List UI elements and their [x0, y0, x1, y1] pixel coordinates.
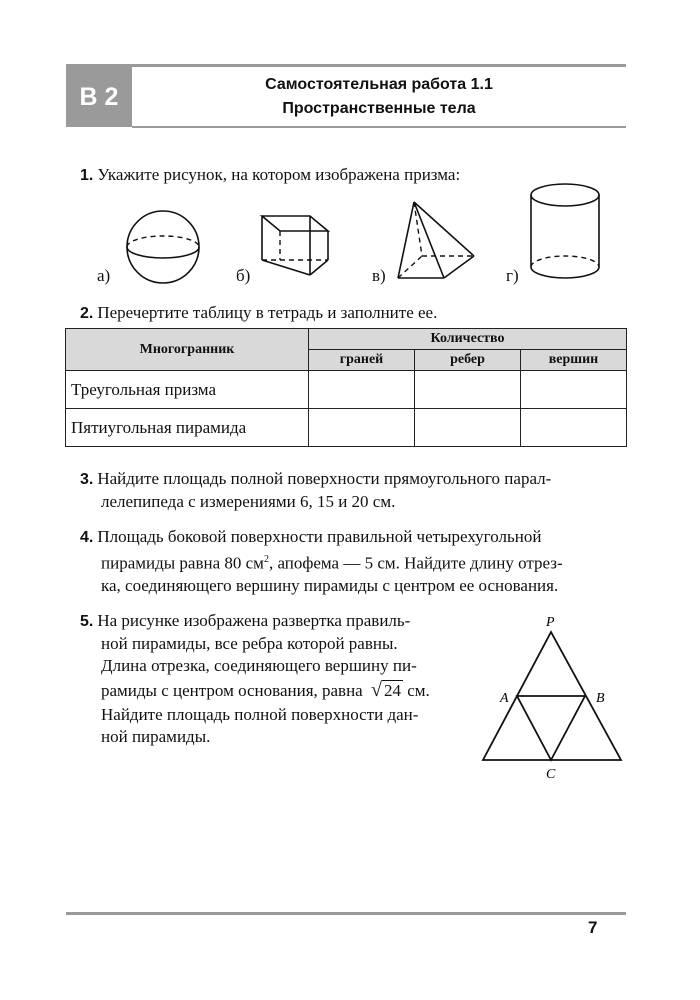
row-name: Треугольная призма	[66, 371, 309, 409]
sqrt-radicand: 24	[383, 681, 401, 700]
header-faces: граней	[309, 350, 415, 371]
polyhedron-table	[65, 328, 627, 447]
task-4-line-1: Площадь боковой поверхности правильной четырехугольной	[97, 527, 542, 546]
task-5-line-4a: рамиды с центром основания, равна	[101, 681, 363, 700]
table-cell	[521, 409, 627, 447]
table-row	[66, 409, 627, 447]
table-row	[66, 371, 627, 409]
pyramid-net-figure	[476, 610, 636, 795]
cylinder-figure	[528, 182, 604, 282]
header-title	[132, 67, 626, 127]
option-c-label: в)	[372, 266, 386, 285]
task-2	[80, 302, 628, 325]
task-5-line-5: Найдите площадь полной поверхности дан-	[101, 705, 419, 724]
row-name: Пятиугольная пирамида	[66, 409, 309, 447]
task-3-number: 3.	[80, 471, 94, 488]
header-quantity: Количество	[309, 329, 627, 350]
footer-rule	[66, 912, 626, 915]
sphere-figure	[120, 212, 210, 282]
task-3	[80, 468, 628, 513]
task-1-number: 1.	[80, 167, 94, 184]
page-number: 7	[588, 918, 598, 937]
task-5-line-4b: см.	[407, 681, 430, 700]
task-3-line-1: Найдите площадь полной поверхности прямоугольного парал-	[97, 469, 552, 488]
vertex-p-label: P	[546, 615, 555, 630]
task-4	[80, 526, 628, 597]
prism-figure	[258, 212, 338, 282]
option-d-label: г)	[506, 266, 519, 285]
task-5-line-1: На рисунке изображена развертка правиль-	[97, 611, 411, 630]
option-a-label: а)	[97, 266, 111, 285]
task-5-line-6: ной пирамиды.	[101, 727, 211, 746]
sqrt-expression: √ 24	[370, 679, 401, 701]
task-5-line-2: ной пирамиды, все ребра которой равны.	[101, 634, 398, 653]
table-cell	[309, 409, 415, 447]
vertex-c-label: C	[546, 767, 556, 782]
table-cell	[309, 371, 415, 409]
task-5	[80, 610, 472, 748]
variant-badge: В 2	[66, 67, 132, 127]
task-4-line-2a: пирамиды равна 80 см	[101, 553, 264, 573]
task-4-superscript: 2	[263, 554, 269, 565]
work-title: Самостоятельная работа 1.1	[265, 76, 493, 93]
vertex-a-label: A	[500, 691, 509, 706]
task-2-number: 2.	[80, 305, 94, 322]
task-2-text: Перечертите таблицу в тетрадь и заполните ее.	[97, 303, 438, 322]
task-3-line-2: лелепипеда с измерениями 6, 15 и 20 см.	[101, 492, 396, 511]
task-4-line-2b: , апофема — 5 см. Найдите длину отрез-	[268, 553, 563, 573]
header-vertices: вершин	[521, 350, 627, 371]
header-edges: ребер	[415, 350, 521, 371]
header-polyhedron: Многогранник	[66, 329, 309, 371]
pyramid-figure	[392, 198, 482, 283]
vertex-b-label: B	[596, 691, 605, 706]
header-underline	[132, 126, 626, 128]
task-5-number: 5.	[80, 613, 94, 630]
option-b-label: б)	[236, 266, 251, 285]
task-5-line-3: Длина отрезка, соединяющего вершину пи-	[101, 656, 417, 675]
topic-title: Пространственные тела	[282, 100, 476, 117]
table-cell	[415, 409, 521, 447]
task-4-line-3: ка, соединяющего вершину пирамиды с центром ее основания.	[101, 575, 559, 595]
task-1-text: Укажите рисунок, на котором изображена призма:	[97, 165, 461, 184]
task-4-number: 4.	[80, 529, 94, 546]
table-cell	[415, 371, 521, 409]
table-cell	[521, 371, 627, 409]
